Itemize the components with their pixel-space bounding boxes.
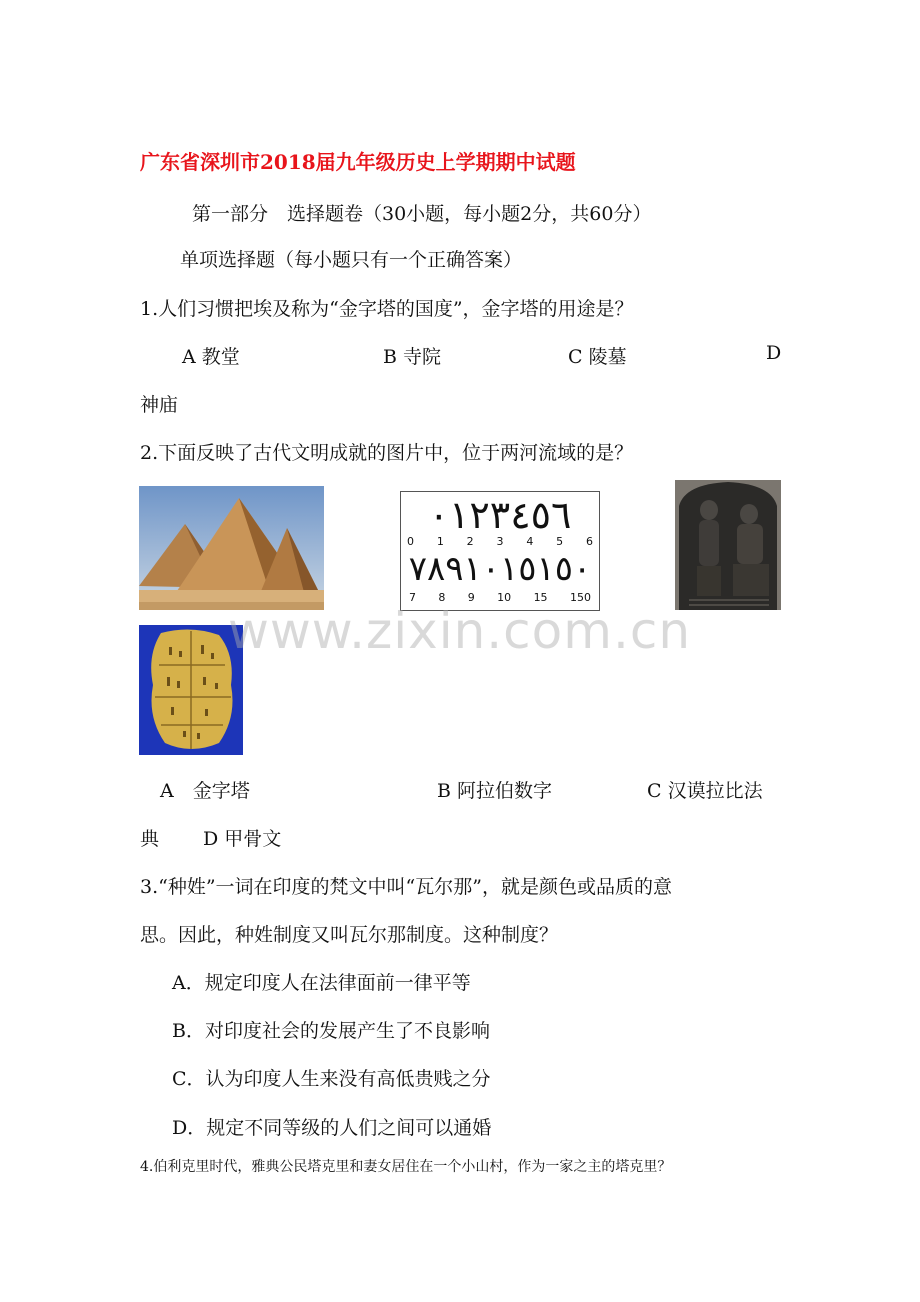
part-heading: 第一部分 选择题卷（30小题，每小题2分，共60分） <box>192 203 652 225</box>
numeral-digit: 6 <box>585 535 593 548</box>
arabic-numerals-image <box>400 491 600 611</box>
numeral-digit: 4 <box>526 535 534 548</box>
numeral-digit: 0 <box>407 535 414 548</box>
numeral-digit: 150 <box>569 591 591 604</box>
q1-stem: 1.人们习惯把埃及称为“金字塔的国度”，金字塔的用途是？ <box>140 298 634 320</box>
numerals-row1-digits <box>407 535 593 548</box>
hammurabi-stele-image <box>675 480 781 610</box>
q2-stem: 2.下面反映了古代文明成就的图片中，位于两河流域的是？ <box>140 442 634 464</box>
q2-option-a: A 金字塔 <box>160 780 250 802</box>
q3-option-a: A．规定印度人在法律面前一律平等 <box>172 972 471 994</box>
numeral-digit: 10 <box>497 591 512 604</box>
numeral-digit: 7 <box>409 591 416 604</box>
numeral-digit: 9 <box>467 591 475 604</box>
q1-option-d-text: 神庙 <box>140 394 179 416</box>
section-heading: 单项选择题（每小题只有一个正确答案） <box>180 249 523 271</box>
numerals-row2-glyphs: ٧٨٩١٠١٥١٥٠ <box>408 549 592 589</box>
numeral-digit: 3 <box>496 535 504 548</box>
q3-stem-line2: 思。因此，种姓制度又叫瓦尔那制度。这种制度？ <box>140 924 559 946</box>
q1-option-d: D <box>766 342 782 364</box>
q3-option-d: D．规定不同等级的人们之间可以通婚 <box>172 1117 492 1139</box>
q2-option-c: C 汉谟拉比法 <box>647 780 763 802</box>
numeral-digit: 8 <box>438 591 446 604</box>
q1-option-a: A 教堂 <box>182 346 240 368</box>
q2-option-c-wrap: 典 <box>140 828 160 850</box>
numeral-digit: 1 <box>436 535 444 548</box>
q3-option-c: C．认为印度人生来没有高低贵贱之分 <box>172 1068 491 1090</box>
numerals-row1-glyphs: ٠١٢٣٤٥٦ <box>428 493 572 537</box>
q1-option-b: B 寺院 <box>383 346 442 368</box>
q3-stem-line1: 3.“种姓”一词在印度的梵文中叫“瓦尔那”，就是颜色或品质的意 <box>140 876 672 898</box>
q3-option-b: B．对印度社会的发展产生了不良影响 <box>172 1020 490 1042</box>
pyramids-image <box>139 486 324 610</box>
numeral-digit: 5 <box>556 535 564 548</box>
watermark: www.zixin.com.cn <box>228 602 692 660</box>
numeral-digit: 2 <box>466 535 474 548</box>
document-title: 广东省深圳市2018届九年级历史上学期期中试题 <box>140 150 576 174</box>
q2-option-b: B 阿拉伯数字 <box>437 780 553 802</box>
numeral-digit: 15 <box>533 591 548 604</box>
q2-option-d: D 甲骨文 <box>203 828 282 850</box>
q1-option-c: C 陵墓 <box>568 346 627 368</box>
q4-stem: 4.伯利克里时代，雅典公民塔克里和妻女居住在一个小山村，作为一家之主的塔克里？ <box>140 1159 672 1175</box>
